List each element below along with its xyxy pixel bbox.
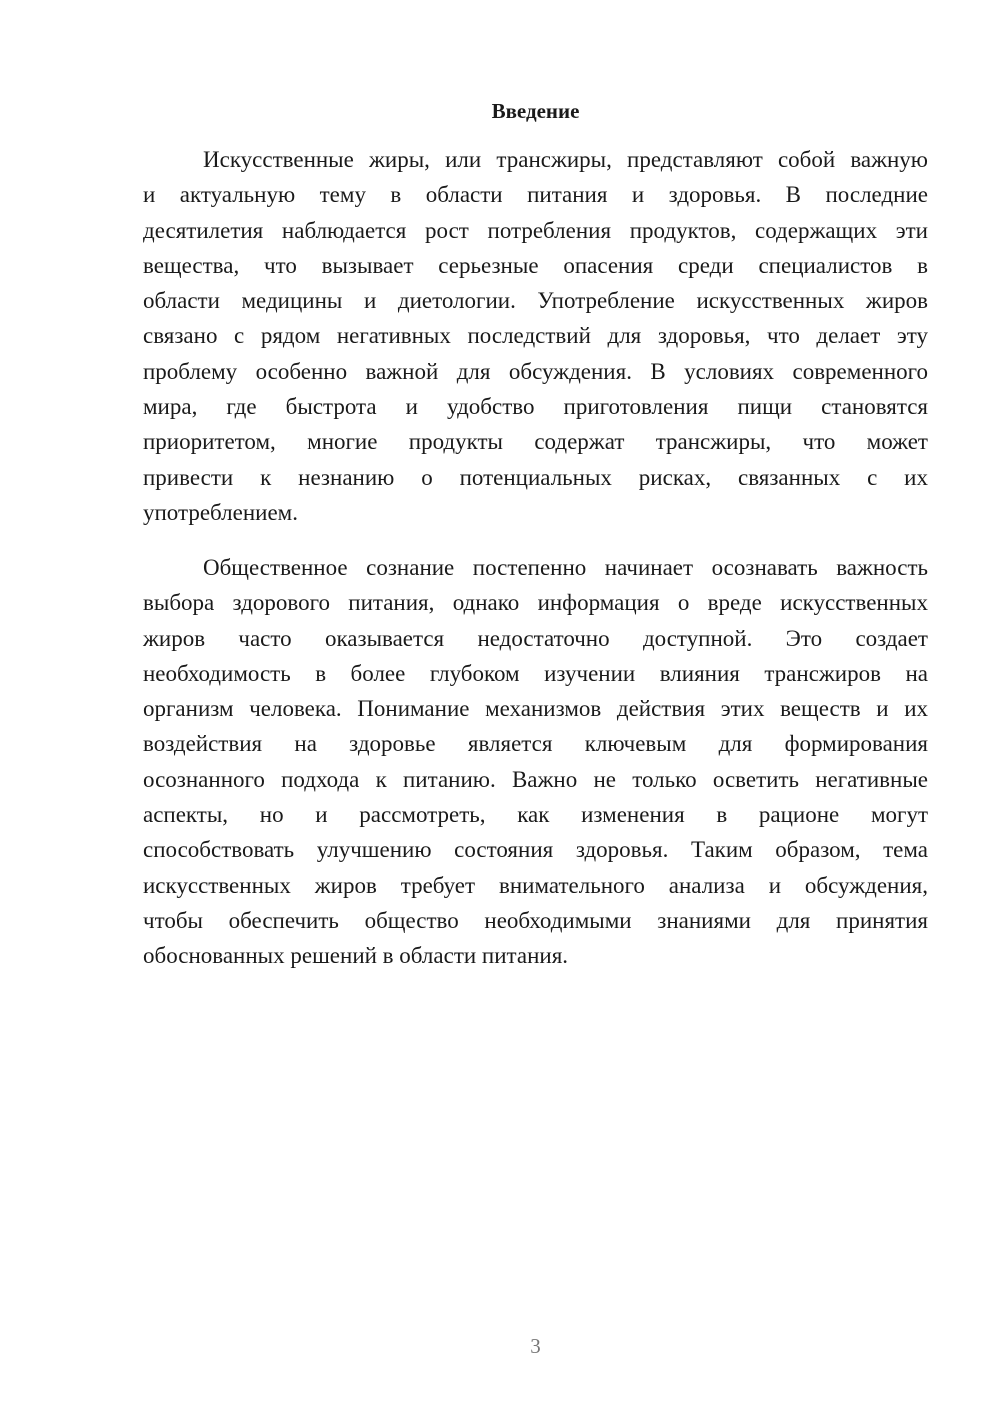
text-line: Искусственные жиры, или трансжиры, представляют собой важную bbox=[203, 147, 928, 172]
text-line: десятилетия наблюдается рост потребления продуктов, содержащих эти bbox=[143, 217, 928, 243]
text-line: мира, где быстрота и удобство приготовления пищи становятся bbox=[143, 394, 928, 420]
text-line: привести к незнанию о потенциальных рисках, связанных с их bbox=[143, 464, 928, 490]
section-heading: Введение bbox=[491, 99, 580, 123]
text-line: организм человека. Понимание механизмов действия этих веществ и их bbox=[143, 696, 928, 722]
paragraph-1 bbox=[143, 142, 928, 530]
text-line: воздействия на здоровье является ключевым для формирования bbox=[143, 731, 928, 757]
text-line: осознанного подхода к питанию. Важно не только осветить негативные bbox=[143, 766, 928, 792]
text-line: необходимость в более глубоком изучении влияния трансжиров на bbox=[143, 660, 928, 686]
text-line: вещества, что вызывает серьезные опасения среди специалистов в bbox=[143, 252, 928, 278]
text-line: употреблением. bbox=[143, 499, 298, 525]
page-number: 3 bbox=[530, 1334, 541, 1358]
paragraph-2 bbox=[143, 550, 928, 974]
text-line: аспекты, но и рассмотреть, как изменения в рационе могут bbox=[143, 802, 928, 828]
text-line: искусственных жиров требует внимательного анализа и обсуждения, bbox=[143, 872, 928, 898]
text-line: жиров часто оказывается недостаточно доступной. Это создает bbox=[143, 625, 928, 651]
text-line: приоритетом, многие продукты содержат трансжиры, что может bbox=[143, 429, 928, 455]
text-line: обоснованных решений в области питания. bbox=[143, 943, 569, 969]
text-line: связано с рядом негативных последствий для здоровья, что делает эту bbox=[143, 323, 928, 349]
text-line: выбора здорового питания, однако информация о вреде искусственных bbox=[143, 590, 928, 616]
text-line: области медицины и диетологии. Употребление искусственных жиров bbox=[143, 288, 928, 314]
text-line: Общественное сознание постепенно начинает осознавать важность bbox=[203, 555, 928, 580]
text-line: способствовать улучшению состояния здоровья. Таким образом, тема bbox=[143, 837, 928, 863]
text-line: проблему особенно важной для обсуждения. В условиях современного bbox=[143, 358, 928, 384]
text-line: и актуальную тему в области питания и здоровья. В последние bbox=[143, 182, 928, 208]
text-line: чтобы обеспечить общество необходимыми знаниями для принятия bbox=[143, 907, 928, 933]
